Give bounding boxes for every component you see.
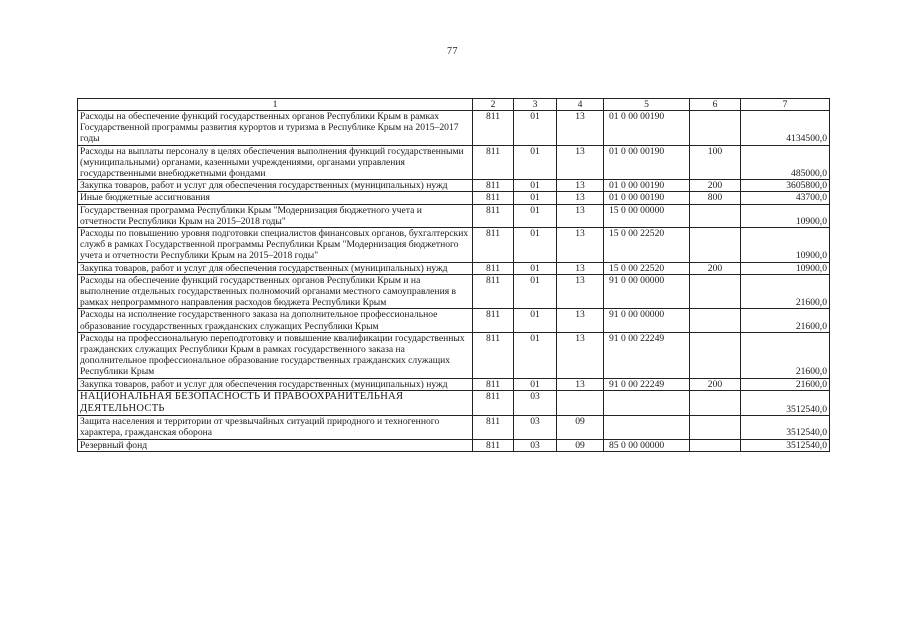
cell-expense-type: 200 (690, 180, 741, 192)
cell-section: 01 (514, 180, 557, 192)
cell-ministry: 811 (473, 332, 514, 378)
budget-table (77, 98, 830, 452)
row-name: Расходы на исполнение государственного заказа на дополнительное профессиональное образование государственных гражданских служащих Республики Крым (78, 309, 473, 332)
cell-expense-type (690, 228, 741, 263)
row-name: НАЦИОНАЛЬНАЯ БЕЗОПАСНОСТЬ И ПРАВООХРАНИТЕЛЬНАЯ ДЕЯТЕЛЬНОСТЬ (78, 390, 473, 415)
row-name: Расходы на обеспечение функций государственных органов Республики Крым и на выполнение отдельных государственных полномочий органами местного самоуправления в рамках непрограммного направления расходов бюджета Республики Крым (78, 274, 473, 309)
cell-ministry: 811 (473, 145, 514, 180)
cell-amount: 485000,0 (741, 145, 830, 180)
row-name: Защита населения и территории от чрезвычайных ситуаций природного и техногенного характера, гражданская оборона (78, 416, 473, 439)
row-name: Расходы на профессиональную переподготовку и повышение квалификации государственных гражданских служащих Республики Крым в рамках государственного заказа на дополнительное профессиональное образование государственных гражданских служащих Республики Крым (78, 332, 473, 378)
cell-target-article: 01 0 00 00190 (604, 192, 690, 204)
cell-target-article (604, 390, 690, 415)
cell-section: 01 (514, 262, 557, 274)
table-row (78, 309, 830, 332)
cell-subsection (557, 390, 604, 415)
header-cell: 3 (514, 99, 557, 111)
table-row (78, 192, 830, 204)
cell-target-article: 15 0 00 00000 (604, 204, 690, 227)
cell-section: 01 (514, 332, 557, 378)
cell-target-article (604, 416, 690, 439)
cell-target-article: 15 0 00 22520 (604, 262, 690, 274)
cell-target-article: 91 0 00 00000 (604, 309, 690, 332)
cell-amount: 3512540,0 (741, 416, 830, 439)
cell-section: 01 (514, 145, 557, 180)
cell-amount: 21600,0 (741, 309, 830, 332)
cell-target-article: 91 0 00 22249 (604, 332, 690, 378)
cell-expense-type: 800 (690, 192, 741, 204)
row-name: Расходы на обеспечение функций государственных органов Республики Крым в рамках Государственной программы развития курортов и туризма в Республике Крым на 2015–2017 годы (78, 111, 473, 146)
cell-section: 01 (514, 204, 557, 227)
cell-section: 03 (514, 439, 557, 451)
table-row (78, 416, 830, 439)
cell-ministry: 811 (473, 378, 514, 390)
table-row (78, 262, 830, 274)
cell-amount: 10900,0 (741, 228, 830, 263)
cell-expense-type (690, 309, 741, 332)
header-cell: 5 (604, 99, 690, 111)
table-header-row (78, 99, 830, 111)
header-cell: 7 (741, 99, 830, 111)
cell-amount: 4134500,0 (741, 111, 830, 146)
cell-section: 01 (514, 378, 557, 390)
cell-expense-type: 200 (690, 262, 741, 274)
cell-subsection: 13 (557, 111, 604, 146)
table-row (78, 145, 830, 180)
cell-expense-type (690, 204, 741, 227)
cell-ministry: 811 (473, 262, 514, 274)
page-number: 77 (447, 46, 458, 57)
row-name: Расходы по повышению уровня подготовки специалистов финансовых органов, бухгалтерских служб в рамках Государственной программы Республики Крым "Модернизация бюджетного учета и отчетности Республики Крым на 2015–2018 годы" (78, 228, 473, 263)
table-row (78, 390, 830, 415)
cell-expense-type: 200 (690, 378, 741, 390)
cell-ministry: 811 (473, 180, 514, 192)
cell-ministry: 811 (473, 228, 514, 263)
cell-subsection: 13 (557, 309, 604, 332)
cell-section: 01 (514, 111, 557, 146)
cell-section: 03 (514, 416, 557, 439)
header-cell: 6 (690, 99, 741, 111)
cell-ministry: 811 (473, 111, 514, 146)
cell-amount: 3512540,0 (741, 439, 830, 451)
cell-amount: 10900,0 (741, 204, 830, 227)
cell-target-article: 01 0 00 00190 (604, 145, 690, 180)
cell-ministry: 811 (473, 192, 514, 204)
cell-amount: 21600,0 (741, 332, 830, 378)
cell-target-article: 15 0 00 22520 (604, 228, 690, 263)
cell-target-article: 01 0 00 00190 (604, 111, 690, 146)
cell-subsection: 13 (557, 274, 604, 309)
cell-target-article: 91 0 00 00000 (604, 274, 690, 309)
cell-section: 01 (514, 274, 557, 309)
cell-section: 01 (514, 309, 557, 332)
cell-section: 01 (514, 228, 557, 263)
cell-amount: 3512540,0 (741, 390, 830, 415)
cell-amount: 10900,0 (741, 262, 830, 274)
cell-target-article: 91 0 00 22249 (604, 378, 690, 390)
cell-expense-type: 100 (690, 145, 741, 180)
cell-ministry: 811 (473, 204, 514, 227)
cell-ministry: 811 (473, 390, 514, 415)
cell-amount: 43700,0 (741, 192, 830, 204)
cell-expense-type (690, 439, 741, 451)
cell-expense-type (690, 274, 741, 309)
cell-subsection: 09 (557, 416, 604, 439)
header-cell: 1 (78, 99, 473, 111)
row-name: Иные бюджетные ассигнования (78, 192, 473, 204)
table-row (78, 180, 830, 192)
cell-target-article: 85 0 00 00000 (604, 439, 690, 451)
row-name: Государственная программа Республики Крым "Модернизация бюджетного учета и отчетности Республики Крым на 2015–2018 годы" (78, 204, 473, 227)
table-row (78, 274, 830, 309)
cell-section: 01 (514, 192, 557, 204)
cell-amount: 21600,0 (741, 274, 830, 309)
cell-expense-type (690, 390, 741, 415)
table-row (78, 378, 830, 390)
cell-subsection: 13 (557, 145, 604, 180)
cell-target-article: 01 0 00 00190 (604, 180, 690, 192)
cell-subsection: 13 (557, 204, 604, 227)
cell-expense-type (690, 416, 741, 439)
table-row (78, 332, 830, 378)
cell-subsection: 13 (557, 332, 604, 378)
cell-subsection: 13 (557, 262, 604, 274)
header-cell: 4 (557, 99, 604, 111)
header-cell: 2 (473, 99, 514, 111)
row-name: Закупка товаров, работ и услуг для обеспечения государственных (муниципальных) нужд (78, 262, 473, 274)
row-name: Расходы на выплаты персоналу в целях обеспечения выполнения функций государственными (муниципальными) органами, казенными учреждениями, органами управления государственными внебюджетными фондами (78, 145, 473, 180)
cell-ministry: 811 (473, 309, 514, 332)
cell-ministry: 811 (473, 416, 514, 439)
cell-subsection: 13 (557, 228, 604, 263)
cell-subsection: 13 (557, 180, 604, 192)
cell-amount: 21600,0 (741, 378, 830, 390)
cell-expense-type (690, 111, 741, 146)
row-name: Закупка товаров, работ и услуг для обеспечения государственных (муниципальных) нужд (78, 180, 473, 192)
cell-section: 03 (514, 390, 557, 415)
cell-ministry: 811 (473, 274, 514, 309)
table-row (78, 111, 830, 146)
cell-subsection: 13 (557, 378, 604, 390)
row-name: Закупка товаров, работ и услуг для обеспечения государственных (муниципальных) нужд (78, 378, 473, 390)
table-row (78, 204, 830, 227)
cell-subsection: 09 (557, 439, 604, 451)
cell-subsection: 13 (557, 192, 604, 204)
cell-ministry: 811 (473, 439, 514, 451)
cell-expense-type (690, 332, 741, 378)
table-row (78, 228, 830, 263)
cell-amount: 3605800,0 (741, 180, 830, 192)
table-row (78, 439, 830, 451)
row-name: Резервный фонд (78, 439, 473, 451)
